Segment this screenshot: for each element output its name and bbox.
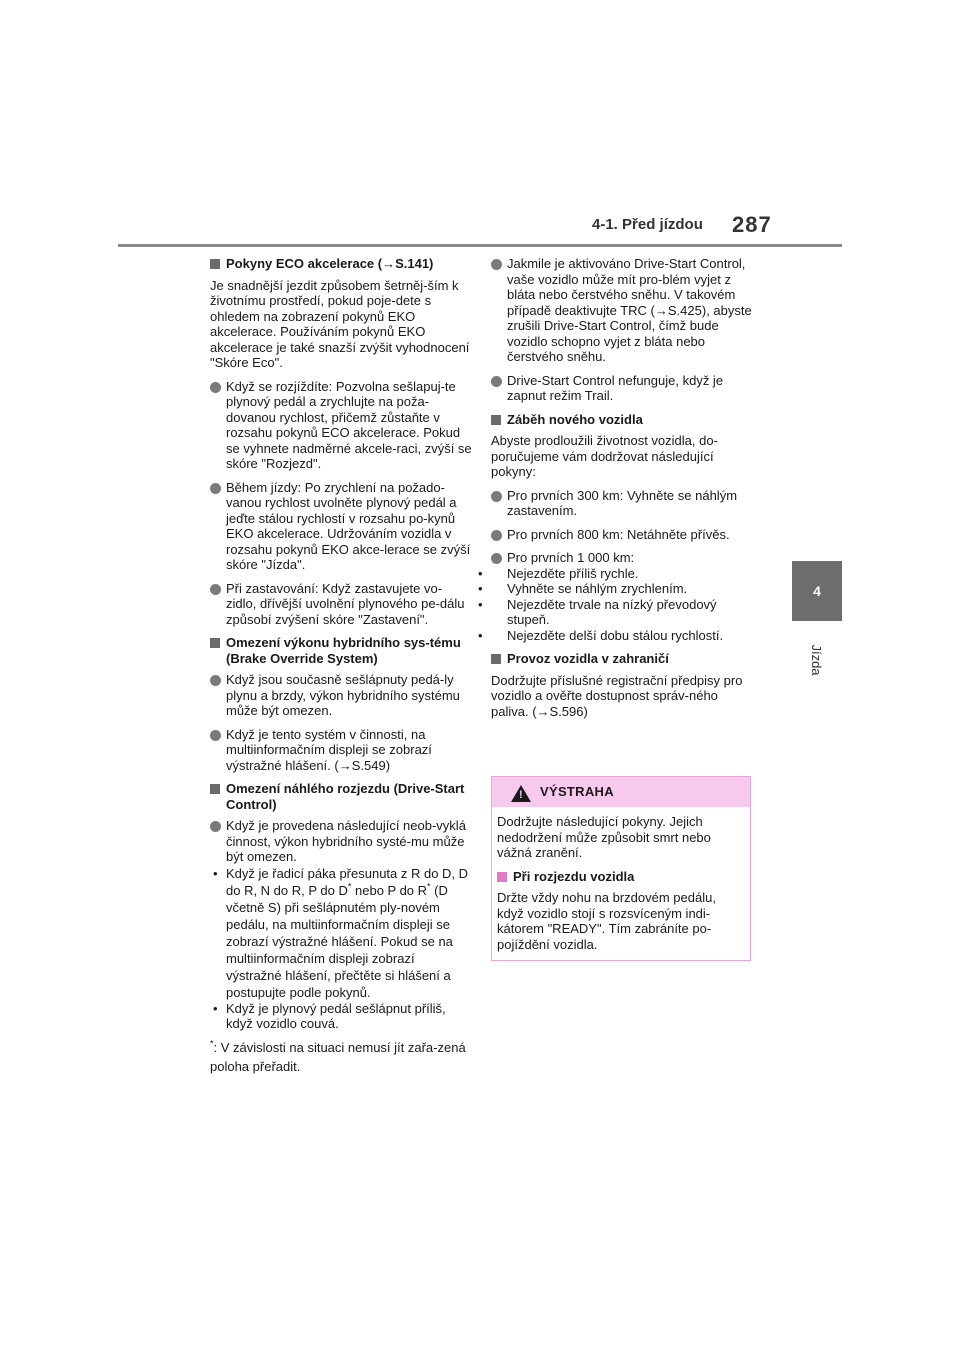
section-heading: Záběh nového vozidla xyxy=(491,412,753,428)
list-item: Jakmile je aktivováno Drive-Start Control, vaše vozidlo může mít pro-blém vyjet z bláta nebo čerstvého sněhu. V takovém případě deaktivujte TRC (→S.425), abyste zrušili Drive-Start Control, čímž bude vozidlo schopno vyjet z bláta nebo čerstvého sněhu. xyxy=(491,256,753,365)
square-bullet-icon xyxy=(210,638,220,648)
list-item: Pro prvních 300 km: Vyhněte se náhlým zastavením. xyxy=(491,488,753,519)
warning-heading: Při rozjezdu vozidla xyxy=(497,869,744,885)
paragraph: Abyste prodloužili životnost vozidla, do-poručujeme vám dodržovat následující pokyny: xyxy=(491,433,718,479)
circle-bullet-icon xyxy=(210,675,221,686)
sub-list-item: • Nejezděte trvale na nízký převodový stupeň. xyxy=(478,596,717,627)
circle-bullet-icon xyxy=(210,730,221,741)
page-number: 287 xyxy=(732,212,772,237)
list-item: Drive-Start Control nefunguje, když je zapnut režim Trail. xyxy=(491,373,753,404)
circle-bullet-icon xyxy=(210,483,221,494)
section-heading: Omezení výkonu hybridního sys-tému (Brake Override System) xyxy=(210,635,472,666)
list-item: Když je provedena následující neob-vyklá činnost, výkon hybridního systé-mu může být omezen. xyxy=(210,818,472,865)
warning-header: ! VÝSTRAHA xyxy=(492,777,750,807)
circle-bullet-icon xyxy=(491,491,502,502)
sub-list-item: • Když je řadicí páka přesunuta z R do D, D do R, N do R, P do D* nebo P do R* (D včetně S) při sešlápnutém ply-novém pedálu, na multiinformačním displeji se zobrazí výstražné hlášení. Pokud se na multiinformačním displeji zobrazí výstražné hlášení, přečtěte si hlášení a postupujte podle pokynů. xyxy=(213,865,469,1000)
warning-title: VÝSTRAHA xyxy=(540,784,614,799)
sub-list-item: • Vyhněte se náhlým zrychlením. xyxy=(478,581,688,596)
paragraph: Dodržujte příslušné registrační předpisy pro vozidlo a ověřte dostupnost správ-ného paliva. (→S.596) xyxy=(491,672,743,719)
circle-bullet-icon xyxy=(491,530,502,541)
warning-text: Držte vždy nohu na brzdovém pedálu, když vozidlo stojí s rozsvíceným indi-kátorem "READY". Tím zabráníte po-pojíždění vozidla. xyxy=(497,890,716,952)
circle-bullet-icon xyxy=(210,821,221,832)
sub-list-item: • Nejezděte příliš rychle. xyxy=(478,565,639,581)
circle-bullet-icon xyxy=(210,382,221,393)
section-heading: Pokyny ECO akcelerace (→S.141) xyxy=(210,256,472,272)
square-bullet-icon xyxy=(497,872,507,882)
sub-list-item: • Když je plynový pedál sešlápnut příliš, když vozidlo couvá. xyxy=(213,1000,446,1031)
circle-bullet-icon xyxy=(491,553,502,564)
right-column xyxy=(478,256,753,727)
left-column xyxy=(210,256,472,1084)
header-divider xyxy=(118,244,842,247)
square-bullet-icon xyxy=(210,784,220,794)
list-item: Když je tento systém v činnosti, na multiinformačním displeji se zobrazí výstražné hlášení. (→S.549) xyxy=(210,727,472,774)
warning-box xyxy=(491,776,751,961)
list-item: Pro prvních 1 000 km: xyxy=(491,550,753,566)
square-bullet-icon xyxy=(491,654,501,664)
list-item: Když jsou současně sešlápnuty pedá-ly plynu a brzdy, výkon hybridního systému může být omezen. xyxy=(210,672,472,719)
section-heading: Omezení náhlého rozjezdu (Drive-Start Control) xyxy=(210,781,472,812)
square-bullet-icon xyxy=(491,415,501,425)
chapter-tab[interactable]: 4 xyxy=(792,561,842,621)
list-item: Pro prvních 800 km: Netáhněte přívěs. xyxy=(491,527,753,543)
sub-list-item: • Nejezděte delší dobu stálou rychlostí. xyxy=(478,627,724,643)
circle-bullet-icon xyxy=(210,584,221,595)
paragraph: Je snadnější jezdit způsobem šetrněj-ším k životnímu prostředí, pokud poje-dete s ohledem na zobrazení pokynů EKO akcelerace. Používáním pokynů EKO akcelerace je také snazší zvýšit vyhodnocení "Skóre Eco". xyxy=(210,277,470,370)
warning-body xyxy=(492,807,750,960)
footnote: *: V závislosti na situaci nemusí jít zařa-zená poloha přeřadit. xyxy=(210,1038,466,1074)
circle-bullet-icon xyxy=(491,259,502,270)
section-title: 4-1. Před jízdou xyxy=(592,216,703,233)
square-bullet-icon xyxy=(210,259,220,269)
list-item: Při zastavování: Když zastavujete vo-zidlo, dřívější uvolnění plynového pe-dálu způsobí zvýšení skóre "Zastavení". xyxy=(210,581,472,628)
list-item: Když se rozjíždíte: Pozvolna sešlapuj-te plynový pedál a zrychlujte na poža-dovanou rychlost, přičemž zůstaňte v rozsahu pokynů ECO akcelerace. Pokud se vyhnete nadměrné akcele-raci, zvýší se skóre "Rozjezd". xyxy=(210,379,472,472)
chapter-label: Jízda xyxy=(809,644,824,676)
warning-intro: Dodržujte následující pokyny. Jejich nedodržení může způsobit smrt nebo vážná zranění. xyxy=(497,814,711,860)
section-heading: Provoz vozidla v zahraničí xyxy=(491,651,753,667)
circle-bullet-icon xyxy=(491,376,502,387)
list-item: Během jízdy: Po zrychlení na požado-vanou rychlost uvolněte plynový pedál a jeďte stálou rychlostí v rozsahu po-kynů EKO akcelerace. Udržováním vozidla v rozsahu pokynů EKO akce-lerace se zvýší skóre "Jízda". xyxy=(210,480,472,573)
